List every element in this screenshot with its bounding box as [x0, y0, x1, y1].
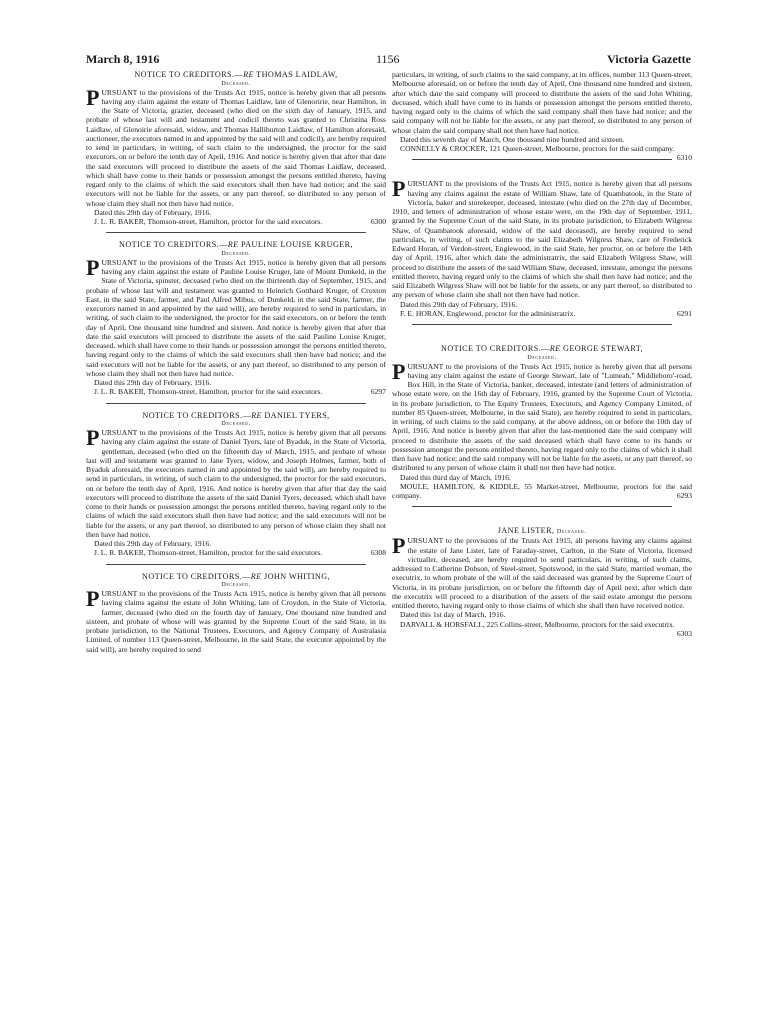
notice-title: JANE LISTER, Deceased.	[497, 526, 587, 536]
notice-laidlaw	[86, 70, 386, 226]
notice-shaw	[392, 176, 692, 318]
drop-cap: P	[86, 425, 100, 450]
notice-body: particulars, in writing, of such claims to the said company, at its offices, number 113 Queen-street, Melbourne aforesaid, on or before the tenth day of April, One thousand nine hundred and sixteen, after which date the said company will proceed to distribute the assets of the said John Whiting, deceased, which shall have come to its hands or possession amongst the persons entitled thereto, having regard only to the claims of which the said company shall then have had notice; and the said company will not be liable for the assets, or any part thereof, so distributed to any person of whose claim the said company shall not then have had notice.	[392, 70, 692, 135]
notice-kruger	[86, 240, 386, 396]
notice-number: 6300	[370, 217, 386, 226]
notice-number: 6310	[676, 153, 692, 163]
divider	[106, 232, 366, 233]
divider	[106, 403, 366, 404]
notice-dated: Dated this 29th day of February, 1916.	[94, 539, 212, 548]
notice-dated: Dated this 29th day of February, 1916.	[94, 207, 212, 217]
drop-cap: P	[86, 84, 100, 110]
notice-dated: Dated this 29th day of February, 1916.	[400, 299, 518, 309]
notice-tyers	[86, 411, 386, 558]
notice-number: 6308	[370, 548, 386, 558]
notice-body: PURSUANT to the provisions of the Trusts Act 1915, all persons having any claims against the estate of Jane Lister, late of Faraday-street, Carlton, in the State of Victoria, licensed victualler, deceased, are hereby required to send particulars, in writing, of such claims, addressed to Catherine Dobson, of Steel-street, Spotswood, in the said State, married woman, the executrix, to whom probate of the will of the said deceased was granted by the Supreme Court of Victoria, in its probate jurisdiction, on or before the fifteenth day of April next, after which date the executrix will proceed to a distribution of the assets of the said estate amongst the persons entitled thereto, having regard only to those claims of which she shall then have received notice.	[392, 533, 692, 610]
notice-title: NOTICE TO CREDITORS.—RE PAULINE LOUISE KRUGER,	[119, 240, 353, 250]
notice-title: NOTICE TO CREDITORS.—RE JOHN WHITING,	[142, 571, 330, 581]
notice-deceased-label: Deceased.	[221, 249, 251, 257]
notice-deceased-label: Deceased.	[221, 79, 251, 87]
drop-cap: P	[392, 533, 406, 559]
page-number: 1156	[376, 52, 400, 66]
notice-signature: MOULE, HAMILTON, & KIDDLE, 55 Market-street, Melbourne, proctors for the said company. 6293	[392, 481, 692, 500]
publication-title: Victoria Gazette	[607, 52, 691, 66]
notice-whiting-continued	[392, 70, 692, 163]
notice-number: 6291	[676, 308, 692, 318]
divider	[412, 159, 672, 160]
notice-dated: Dated this seventh day of March, One thousand nine hundred and sixteen.	[400, 134, 625, 144]
notice-signature: J. L. R. BAKER, Thomson-street, Hamilton, proctor for the said executors. 6308	[94, 548, 386, 558]
notice-body: PURSUANT to the provisions of the Trusts Act 1915, notice is hereby given that all persons having any claims against the estate of William Shaw, late of Quambatook, in the State of Victoria, baker and storekeeper, deceased, intestate (who died on the 27th day of December, 1910, and letters of administration of whose estate were, on the 19th day of September, 1911, granted by the Supreme Court of the said State, in its probate jurisdiction, to Elizabeth Wilgress Shaw, of Quambatook aforesaid, widow of the said deceased), are hereby required to send particulars, in writing, of such claims to the said Elizabeth Wilgress Shaw, care of Frederick Edward Horan, of Verdon-street, Englewood, in the said State, her proctor, on or before the 14th day of April, 1916, after which date the administratrix, the said Elizabeth Wilgress Shaw, will proceed to distribute the assets of the said William Shaw, deceased, intestate, amongst the persons entitled thereto, having regard only to the claims of which she shall then have had notice; and the said Elizabeth Wilgress Shaw will not be liable for the assets, or any part thereof, so distributed to any person of whose claim she shall not then have had notice.	[392, 176, 692, 300]
notice-number: 6297	[370, 387, 386, 397]
right-column	[392, 70, 692, 638]
notice-dated: Dated this third day of March, 1916.	[400, 472, 511, 482]
drop-cap: P	[392, 176, 406, 202]
notice-whiting	[86, 572, 386, 654]
notice-signature: F. E. HORAN, Englewood, proctor for the administratrix. 6291	[400, 308, 692, 318]
page-header	[86, 52, 691, 68]
notice-signature: J. L. R. BAKER, Thomson-street, Hamilton, proctor for the said executors. 6300	[94, 217, 386, 226]
notice-dated: Dated this 29th day of February, 1916.	[94, 378, 212, 387]
notice-body: PURSUANT to the provisions of the Trusts Act 1915, notice is hereby given that all persons having any claim against the estate of Pauline Louise Kruger, late of Mount Dunkeld, in the State of Victoria, spinster, deceased (who died on the thirteenth day of September, 1915, and probate of whose last will and testament was granted to Heinrich Gotthard Kruger, of Croxton East, in the said State, farmer, and Paul Alfred Mibus, of Dunkeld, in the said State, farmer, the executors named in and appointed by the said will), are hereby required to send in particulars, in writing, of such claim to the undersigned, the proctor for the said executors, on or before the tenth day of April, One thousand nine hundred and sixteen. And notice is hereby given that after that date the said executors will proceed to distribute the assets of the said Pauline Louise Kruger, deceased, which shall have come to their hands or possession amongst the persons entitled thereto, having regard only to the claims of which the said executors shall then have had notice; and the said executors will not be liable for the assets, or any part thereof, so distributed to any person of whose claim they shall not then have had notice.	[86, 254, 386, 378]
notice-dated: Dated this 1st day of March, 1916.	[400, 610, 506, 620]
divider	[412, 324, 672, 325]
notice-signature: CONNELLY & CROCKER, 121 Queen-street, Melbourne, proctors for the said company. 6310	[400, 144, 692, 163]
notice-signature: J. L. R. BAKER, Thomson-street, Hamilton, proctor for the said executors. 6297	[94, 387, 386, 397]
notice-title: NOTICE TO CREDITORS.—RE THOMAS LAIDLAW,	[134, 70, 338, 79]
notice-body: PURSUANT to the provisions of the Trusts Act 1915, notice is hereby given that all persons having any claim against the estate of George Stewart, late of "Lumeah," Middleboro'-road, Box Hill, in the State of Victoria, banker, deceased, intestate (and letters of administration of whose estate were, on the 16th day of February, 1916, granted by the Supreme Court of Victoria, in its probate jurisdiction, to The Equity Trustees, Executors, and Agency Company Limited, of number 85 Queen-street, Melbourne, in the said State), are hereby required to send in particulars, in writing, of such claims to the said company, at the above address, on or before the 10th day of April, 1916. And notice is hereby given that after the last-mentioned date the said company will proceed to distribute the assets of the said deceased which shall have come to its hands or possession amongst the persons entitled thereto, having regard only to the claims of which it shall then have had notice; and the said company will not be liable for the assets, or any part thereof, so distributed to any person of whose claim it shall not then have had notice.	[392, 358, 692, 473]
header-date: March 8, 1916	[86, 52, 160, 66]
notice-number: 6293	[676, 491, 692, 500]
notice-body: PURSUANT to the provisions of the Trusts Act 1915, notice is hereby given that all persons having any claim against the estate of Thomas Laidlaw, late of Glenoririe, near Hamilton, in the State of Victoria, grazier, deceased (who died on the sixth day of January, 1915, and probate of whose last will and testament and codicil thereto was granted to Christina Ross Laidlaw, of Glenoirie aforesaid, widow, and Thomas Halliburton Laidlaw, of Hamilton aforesaid, auctioneer, the executors named in and appointed by the said will and codicil), are hereby required to send in particulars, in writing, of such claim to the undersigned, the proctor for the said executors, on or before the tenth day of April, 1916. And notice is hereby given that after that date the said executors will proceed to distribute the assets of the said Thomas Laidlaw, deceased, which shall have come to their hands or possession amongst the persons entitled thereto, having regard only to the claims of which the said executors shall then have had notice; and the said executors will not be liable for the assets, or any part thereof, so distributed to any person of whose claim they shall not then have had notice.	[86, 84, 386, 208]
drop-cap: P	[86, 586, 100, 611]
notice-deceased-label: Deceased.	[221, 420, 251, 427]
divider	[412, 506, 672, 507]
drop-cap: P	[392, 358, 406, 384]
notice-lister	[392, 526, 692, 638]
divider	[106, 564, 366, 565]
notice-number: 6303	[676, 628, 692, 638]
drop-cap: P	[86, 254, 100, 280]
left-column	[86, 70, 386, 654]
notice-deceased-label: Deceased.	[527, 353, 557, 361]
notice-deceased-label: Deceased.	[221, 581, 251, 588]
notice-stewart	[392, 344, 692, 500]
notice-body: PURSUANT to the provisions of the Trusts Act 1915, notice is hereby given that all persons having any claim against the estate of Daniel Tyers, late of Byaduk, in the State of Victoria, gentleman, deceased (who died on the fifteenth day of March, 1915, and probate of whose last will and testament was granted to Jane Tyers, widow, and Joseph Holmes, farmer, both of Byaduk aforesaid, the executors named in and appointed by the said will), are hereby required to send in particulars, in writing, of such claim to the undersigned, the proctor for the said executors, on or before the tenth day of April, 1916. And notice is hereby given that after that day the said executors will proceed to distribute the assets of the said Daniel Tyers, deceased, which shall have come to their hands or possession amongst the persons entitled thereto, having regard only to the claims of which the said executors shall then have had notice; and the said executors will not be liable for the assets, or any part thereof, so distributed to any person of whose claim they shall not then have had notice.	[86, 425, 386, 539]
notice-title: NOTICE TO CREDITORS.—RE GEORGE STEWART,	[441, 344, 643, 353]
notice-body: PURSUANT to the provisions of the Trusts Acts 1915, notice is hereby given that all persons having claims against the estate of John Whiting, late of Croydon, in the State of Victoria, farmer, deceased (who died on the fourth day of January, One thousand nine hundred and sixteen, and probate of whose will was granted by the Supreme Court of the said State, in its probate jurisdiction, to the National Trustees, Executors, and Agency Company of Australasia Limited, of number 113 Queen-street, Melbourne, in the said State, the executor appointed by the said will), are hereby required to send	[86, 586, 386, 654]
notice-title: NOTICE TO CREDITORS.—RE DANIEL TYERS,	[142, 410, 330, 420]
notice-signature: DARVALL & HORSFALL, 225 Collins-street, Melbourne, proctors for the said executrix. 6303	[400, 619, 692, 638]
